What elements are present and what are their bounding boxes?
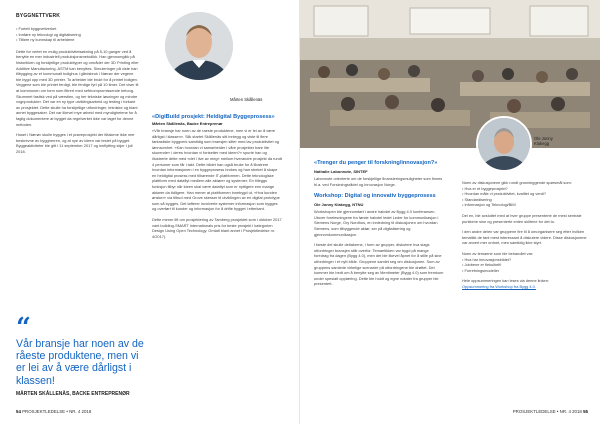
- theme-bullet-list: [462, 257, 588, 274]
- issue-label: • NR. 4 2018: [556, 409, 582, 414]
- portrait-photo-ole: [476, 116, 532, 172]
- left-intro-column: [16, 13, 139, 303]
- list-item: • Tilføre ny kunnskap til arbeidene: [16, 37, 139, 43]
- portrait-photo-marten: [165, 12, 233, 80]
- intro-paragraph: Dette for vertet en mulig produktivitetsøkning på 5-10 ganger ved å benytte en mer industriell produksjonsmetodikk. Han gjennomgikk på historikken og forskjellige produkttyper og områder der 3D Printing eller Additive Manufacturing. ASTM kan benyttes. Simuleringer på viste han tilbygging av et kommunalt bolighus i gårdsbruk i Nærøv der vegene ble bygd opp med 3D printer. To arbeider ble brukt for å printet boligen. Veggene som ble printet ferdigt, ble ferdige fyrt på 10 timer. Det viser til at kommunen om form som filtrert med sefrkompromissende betong. Skummet fastisk ved på værstien, og her tekniske løsninger og mindre vognprodukter. Det var en ny type utviklingsarbeid og testing i forkant av prosjektet. Dette skulle ha forskjellige utfordringer, tekniske og blant annet byggesaker. Det var likevel mye arbeid med myndighetene for å faglig dokumentere at bygget da regelverket ikke var laget for denne metoden.: [16, 48, 139, 127]
- paragraph: Hele oppsummeringen kan leses via denne linken:: [462, 278, 549, 284]
- article-byline: Ole Jonny Klakegg, NTNU: [314, 201, 364, 207]
- summary-link[interactable]: Oppsummering fra Workshop fra Bygg 4.0.: [462, 283, 536, 289]
- portrait-image: [478, 118, 530, 170]
- article-byline: Mårten Skållenäs, Backe Entreprenør: [152, 120, 223, 126]
- list-item: • Innføre ny teknologi og digitalisering: [16, 32, 139, 38]
- left-article-column: [152, 114, 282, 404]
- left-footer: [16, 409, 91, 414]
- article-paragraph: «Vår bransje har noen av de raeste produktene, men vi er lei av å være dårligst i klassen». Slik startet Skållenäs sitt innlegg og viste til flere fantastiske byggverk samtidig som bransjen sliter med lav produktivitet og lønnsomhet. «Kan hvordan vi samarbeider i våre prosjekter bare lite skurende» i deres hvordan vi fortsetter med ideen?» spurte han og illustrerte dette med «det i live av meg» mellom hverandre prosjekt da rundt 4 personer som får i takt. Dette bildet han også bruke for å illustrere hvordan informasjonen i en byggeprosess brukes og han streket å skape en heldigital prosess med tilhørende IT-plattformen. Dette teknologiske plattform med dataflyt medlem alle aktører og systemer. En tilleggs funksjon tilbyr når ideen skal være dataflyt som er nyttigere enn mange aktører da tidligere. Han mener at plattformen innebygd ut, «Hva kunden ønsker» via tilbud med Grove skesser til utviklingen av en digital prototype som så bygges. Det løfterer involverte systemer informasjon som bygges og overført til kunder og informasjon for å drifte bygget i etterkant.: [152, 128, 282, 212]
- quote-text: Vår bransje har noen av de råeste produktene, men vi er lei av å være dårligst i klassen!: [16, 338, 144, 387]
- list-item: • Jobbene er flekulbelt!: [462, 262, 588, 268]
- right-page: [300, 0, 600, 424]
- intro-bullet-list: [16, 26, 139, 43]
- page-number: 55: [583, 409, 588, 414]
- article-paragraph: Dette mener lift om prosjektering av Tamberg prosjektet som i oktober 2017 vant building-SMART Internationals pris for beste prosjekt i kategorien Design Using Open Technology. Omtalt blant annet i Prosjektledelse nr. 4/2017).: [152, 216, 282, 239]
- article-title: Workshop: Digital og innovativ byggeprosess: [314, 193, 436, 200]
- paragraph: I den andre delen var gruppene fire til å omorganisere seg etter hvilken tematikk de fant mest interessant å diskutere videre. Disse diskusjonene var anvert mer ordnet, men samtidig ikke styrt.: [462, 229, 587, 246]
- right-footer: [513, 409, 588, 414]
- pull-quote: [16, 313, 148, 397]
- list-item: • Fortett byggnettverket: [16, 26, 139, 32]
- list-item: • Forretningsmodeller: [462, 268, 588, 274]
- article-paragraph: Labonnote orienterte om de forskjellige finansieringsmuligheter som finnes bl.a. ved Forskningsrådet og Innovasjon Norge.: [314, 176, 443, 187]
- right-article-column: [314, 160, 444, 400]
- paragraph: Del en, ble avsluttet med at hver gruppe presenterte de mest sentrale punktene sine og presenterte enten skiltene for det to.: [462, 212, 582, 224]
- issue-label: • NR. 4 2018: [66, 409, 92, 414]
- conference-room-image: [300, 0, 600, 148]
- magazine-name: PROSJEKTLEDELSE: [22, 409, 66, 414]
- article-title: «Trenger du penger til forskning/innovasjon?»: [314, 160, 438, 166]
- paragraph: Noen av diskusjonene gikk rundt grunnleggende spørsmål som:: [462, 180, 572, 185]
- right-side-column: [462, 180, 588, 406]
- list-item: • Hva er et byggeprosjekt?: [462, 186, 588, 192]
- section-label: BYGGNETTVERK: [16, 13, 61, 19]
- list-item: • Hvordan måle vi produktivitet, kvalitet og verdi?: [462, 191, 588, 197]
- photo-caption: Mårten Skållenäs: [230, 97, 263, 102]
- page-number: 54: [16, 409, 21, 414]
- photo-caption-line: Ole Jonny: [534, 136, 553, 141]
- article-paragraph: I første del skulle deltakerne, i form av grupper, diskutere hva slags utfordringer bransjen står overfor. Temaetikken var bygd på mange foredrag fra dagen (Bygg 4.0), men det ble likevel åpnet for å stille på sine utfordringer i et nytt bilde. Gruppene samlet seg om diskusjonen. Sum av gruppens samlede virkelige scenarier på utfordringene ble drøftet. Det kommer ble bedt om å benytte seg av Mentimeter (Bygg 4.0) som fremkom under spesialt opplæring. Dette ble holdt og egne notater fra grupper ble presentert.: [314, 242, 444, 287]
- article-byline: Nathalie Labonnote, SINTEF: [314, 168, 368, 174]
- article-title: «DigiBuild prosjekt: Heldigital Byggeprosess»: [152, 114, 275, 120]
- photo-caption: [534, 136, 553, 146]
- summary-link-wrapper: [462, 284, 588, 290]
- conference-photo: [300, 0, 600, 148]
- intro-paragraph: Huset i Nærøv skulle bygges i et prøveprosjekt der tiltakene ikke mer beskrevne av byggherren, og at nye av ideen var testet på bygget. Byggeaktiviteter ble gitt i 11 september 2017 og innflytting skjer i juli 2018.: [16, 132, 135, 154]
- quote-mark-icon: “: [16, 313, 31, 343]
- topic-bullet-list: [462, 186, 588, 208]
- photo-caption-line: Klakegg: [534, 141, 550, 146]
- list-item: • Informasjon og Teknologi/BIM: [462, 202, 588, 208]
- paragraph: Noen av temaene som ble behandlet var:: [462, 250, 534, 256]
- list-item: • Hva har innovasjonsbildet?: [462, 257, 588, 263]
- quote-author: MÅRTEN SKÅLLENÄS, BACKE ENTREPRENØR: [16, 390, 130, 397]
- portrait-image: [165, 12, 233, 80]
- article-paragraph: Workshopen ble gjennomført i andre halvdel av Bygg 4.0 konferansen. Utover forelesningene fra første halvdel ledet Leder for kommunikasjon i Siemens Norge, Gry Nordhus, en innledning til diskusjonen om hvordan Siemens, som tilbyggende aktør, ser på digitalisering og gjennomkommunikasjon.: [314, 209, 439, 237]
- list-item: • Standardisering: [462, 197, 588, 203]
- magazine-name: PROSJEKTLEDELSE: [512, 409, 556, 414]
